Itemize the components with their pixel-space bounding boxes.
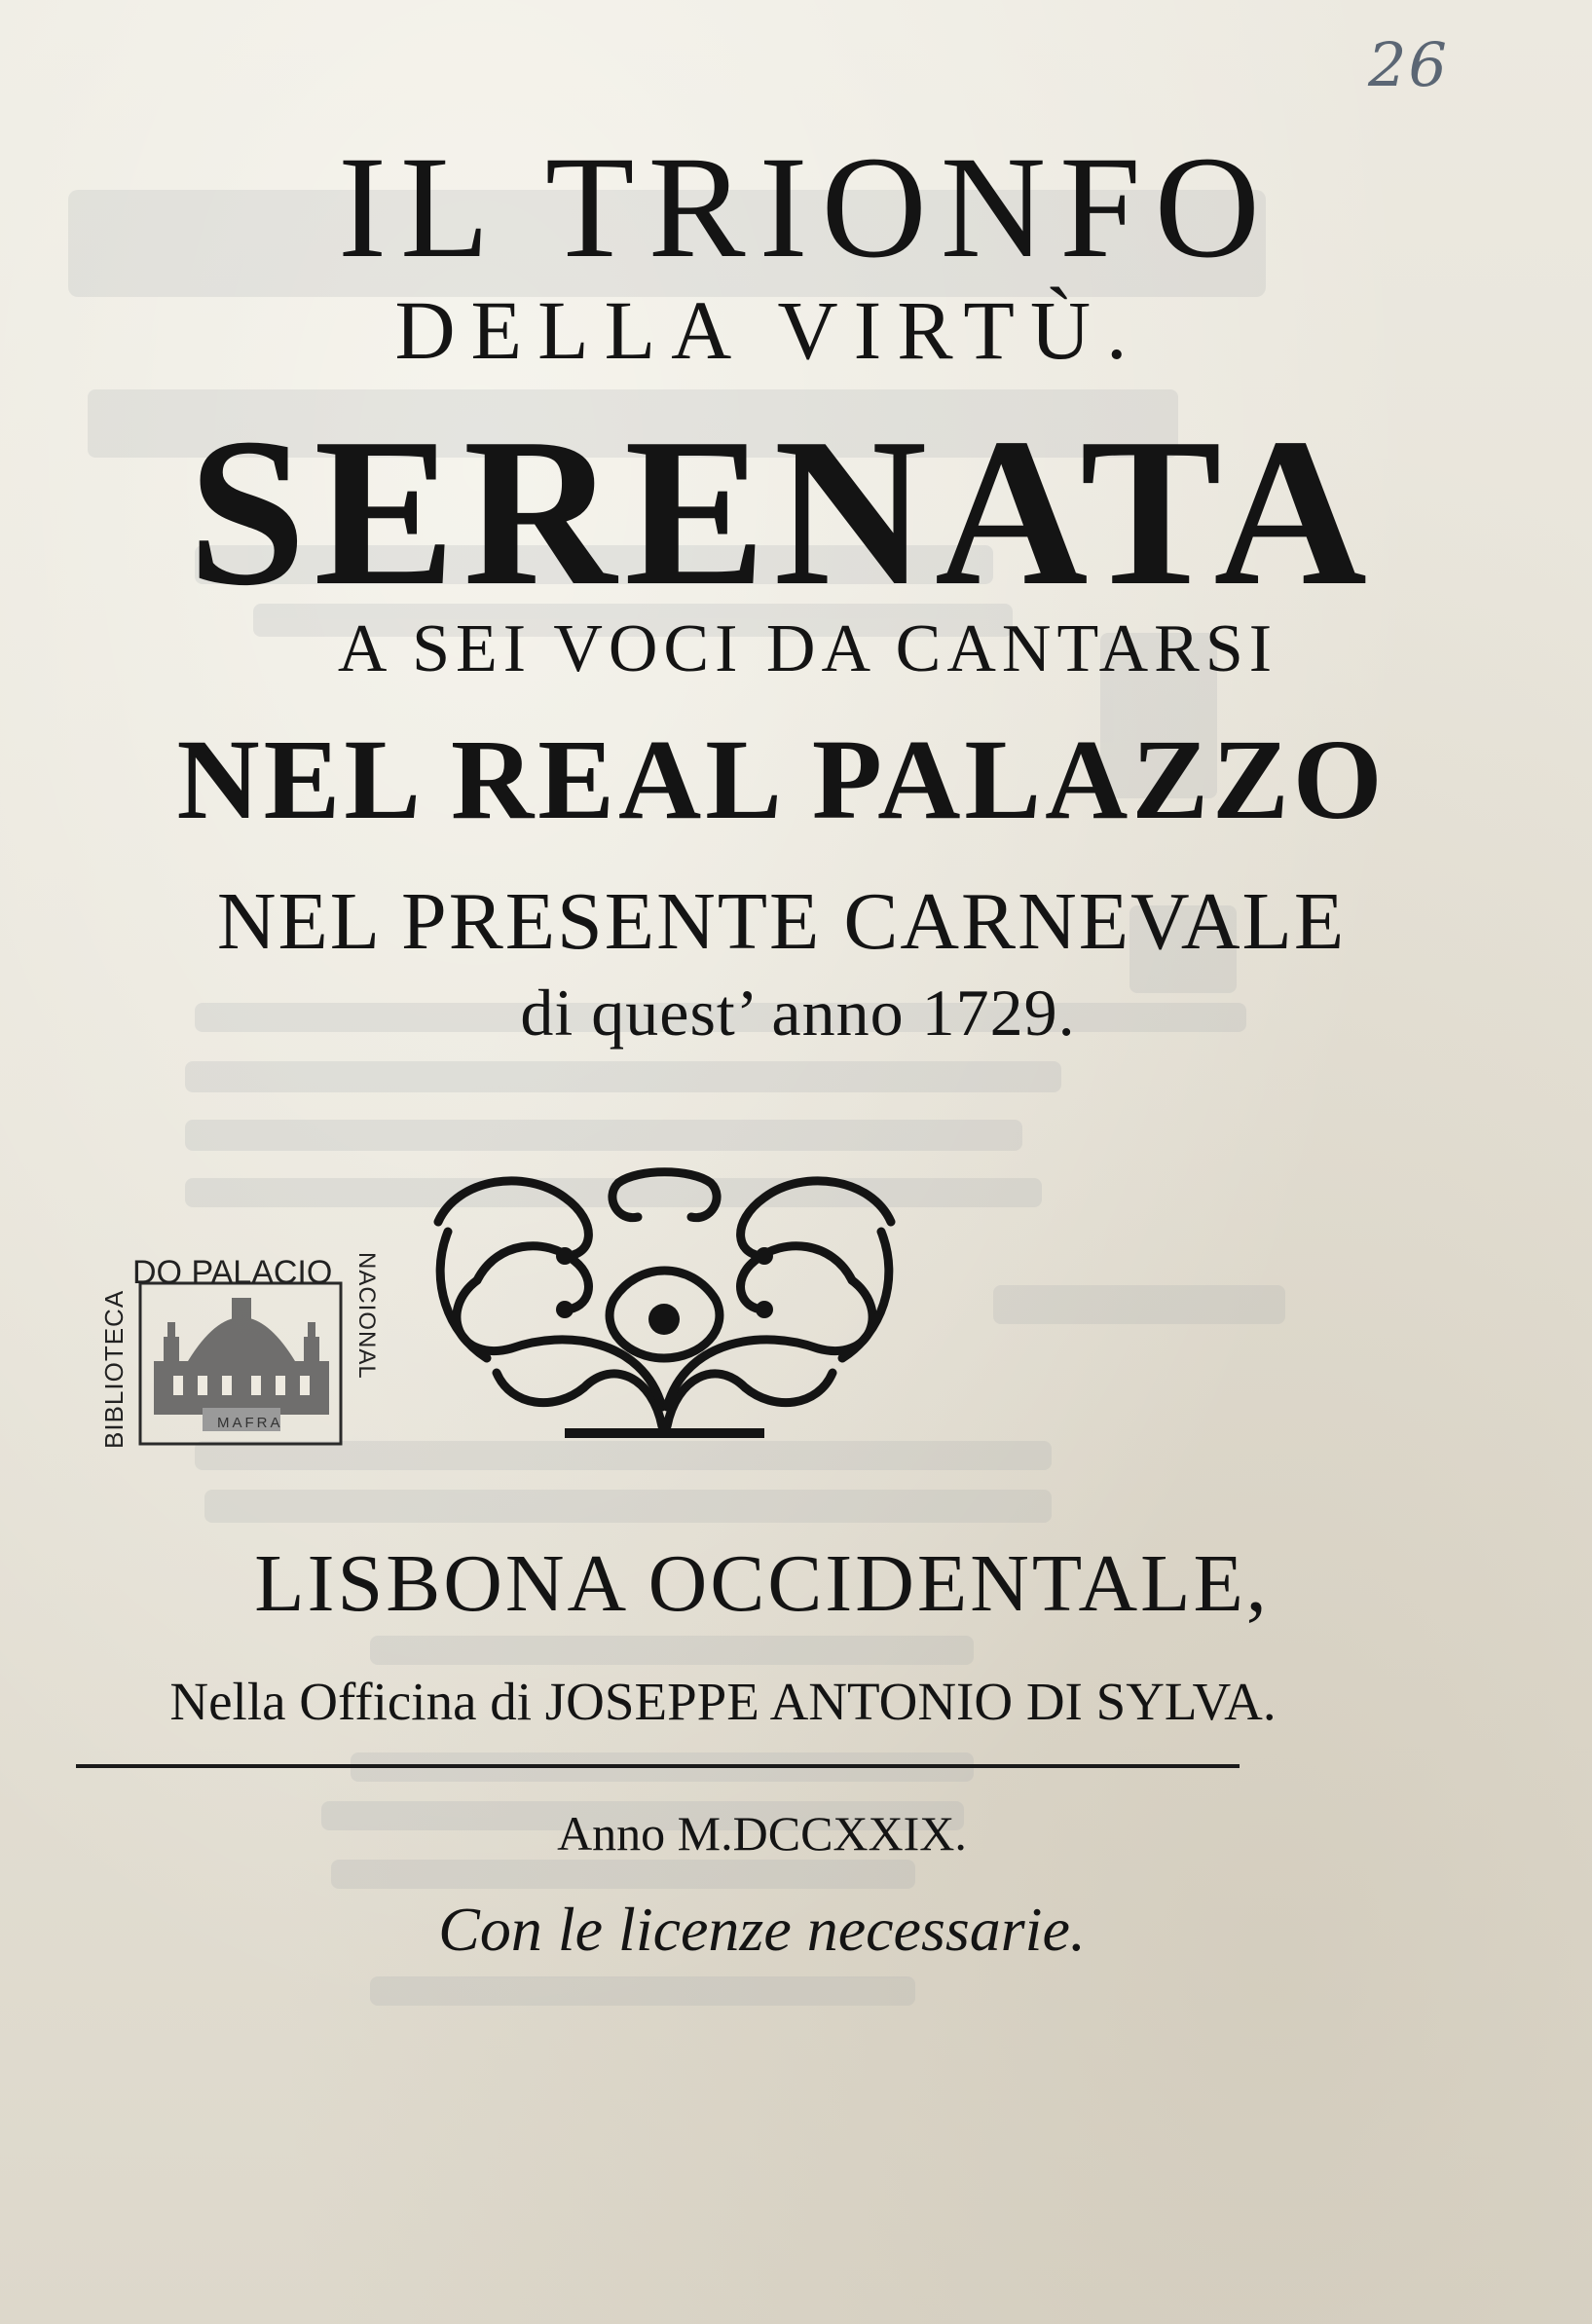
library-stamp bbox=[95, 1244, 388, 1458]
printers-ornament bbox=[419, 1163, 910, 1446]
printer-line: Nella Officina di JOSEPPE ANTONIO DI SYLVA. bbox=[169, 1672, 1277, 1731]
roman-year-line: Anno M.DCCXXIX. bbox=[557, 1806, 967, 1861]
folio-number: 26 bbox=[1368, 29, 1449, 100]
year-line: di quest’ anno 1729. bbox=[520, 976, 1076, 1050]
horizontal-rule bbox=[76, 1764, 1240, 1768]
licence-line: Con le licenze necessarie. bbox=[438, 1895, 1086, 1964]
stamp-left-text: BIBLIOTECA bbox=[99, 1289, 129, 1449]
title-line-1: IL TRIONFO bbox=[338, 127, 1274, 288]
place-line: NEL REAL PALAZZO bbox=[176, 716, 1387, 843]
genre-heading: SERENATA bbox=[188, 395, 1375, 630]
voices-line: A SEI VOCI DA CANTARSI bbox=[337, 611, 1278, 686]
occasion-line: NEL PRESENTE CARNEVALE bbox=[216, 876, 1347, 967]
city-line: LISBONA OCCIDENTALE, bbox=[254, 1538, 1270, 1629]
title-line-2: DELLA VIRTÙ. bbox=[394, 283, 1143, 377]
ornament-image bbox=[419, 1163, 910, 1446]
stamp-bottom-text: MAFRA bbox=[217, 1415, 283, 1431]
stamp-right-text: NACIONAL bbox=[353, 1252, 380, 1380]
stamp-top-text: DO PALACIO bbox=[132, 1254, 333, 1291]
